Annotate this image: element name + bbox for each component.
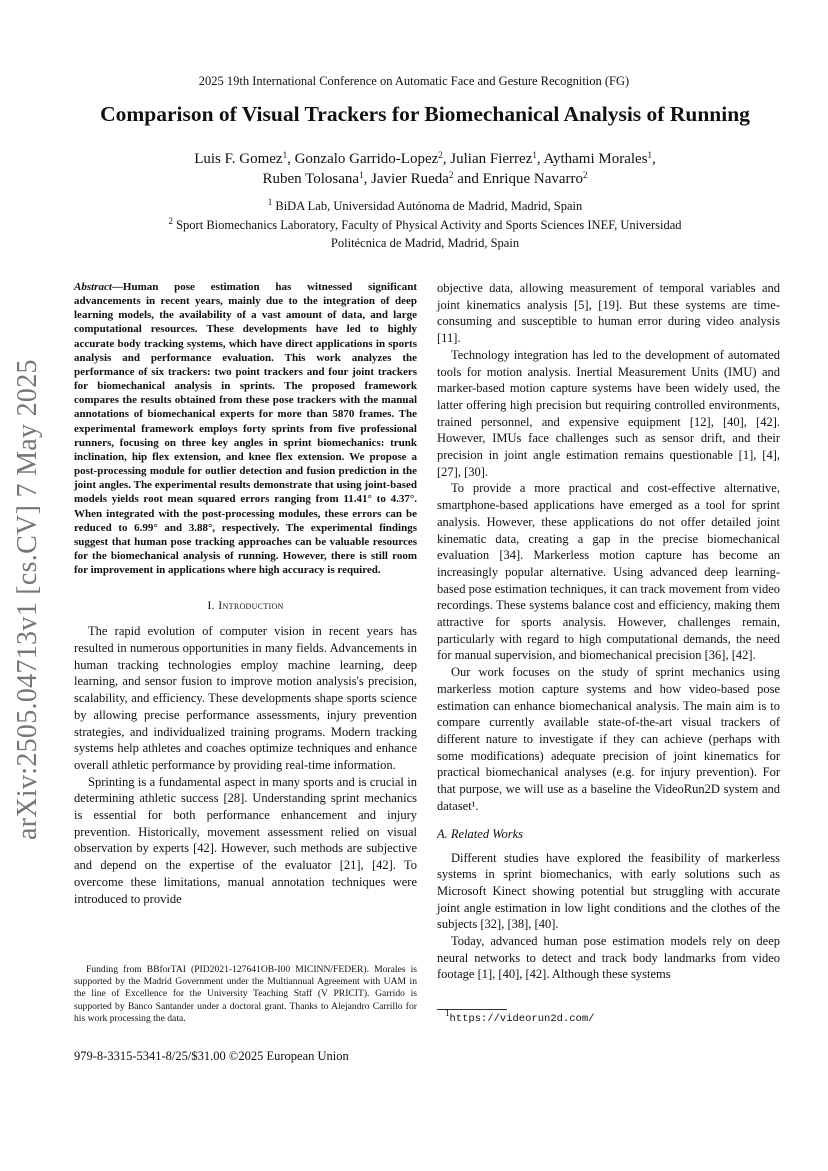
affiliation: $^1$ BiDA Lab, Universidad Autónoma de Madrid, Madrid, Spain — [267, 197, 583, 213]
paper-title: Comparison of Visual Trackers for Biomechanical Analysis of Running — [100, 102, 750, 126]
author: Gonzalo Garrido-Lopez$^2$, — [294, 150, 451, 167]
funding-footnote: Funding from BBforTAI (PID2021-127641OB-I00 MICINN/FEDER). Morales is supported by the Madrid Government under the Multiannual Agreement with UAM in the line of Excellence for the University Teaching Staff (V PRICIT). Garrido is supported by Banco Santander under a doctoral grant. Thanks to Alejandro Carrillo for his work processing the data. — [74, 964, 417, 1024]
paragraph: objective data, allowing measurement of temporal variables and joint kinematics analysis [5], [19]. But these systems are time-consuming and susceptible to human error during video analysis [11]. — [437, 281, 780, 346]
subsection-heading: A. Related Works — [437, 826, 523, 841]
author: Ruben Tolosana$^1$, — [262, 170, 372, 187]
right-column — [437, 280, 780, 983]
author-list — [60, 149, 790, 189]
paragraph: Different studies have explored the feasibility of markerless systems in sprint biomechanics, with early solutions such as Microsoft Kinect showing potential but struggling with accurate joint angle estimation in low light conditions and the clothes of the subjects [32], [38], [40]. — [437, 850, 780, 932]
paragraph: Today, advanced human pose estimation models rely on deep neural networks to detect and track body landmarks from video footage [1], [40], [42]. Although these systems — [437, 934, 780, 982]
arxiv-stamp: arXiv:2505.04713v1 [cs.CV] 7 May 2025 — [12, 359, 43, 840]
author: Enrique Navarro$^2$ — [482, 170, 588, 187]
affiliation: Politécnica de Madrid, Madrid, Spain — [330, 236, 520, 250]
footnote-link[interactable]: https://videorun2d.com/ — [449, 1013, 595, 1025]
affiliation: $^2$ Sport Biomechanics Laboratory, Faculty of Physical Activity and Sports Sciences INEF, Universidad — [168, 215, 682, 232]
affiliations — [100, 197, 750, 253]
abstract: Abstract—Human pose estimation has witnessed significant advancements in recent years, mainly due to the integration of deep learning models, the availability of a vast amount of data, and large computational resources. These developments have led to highly accurate body tracking systems, which have direct applications in sports analysis and performance evaluation. This work analyzes the performance of six trackers: two point trackers and four joint trackers for biomechanical analysis in sprints. The proposed framework compares the results obtained from these pose trackers with the manual annotations of biomechanical experts for more than 5870 frames. The experimental framework employs forty sprints from five professional runners, focusing on three key angles in sprint biomechanics: trunk inclination, hip flex extension, and knee flex extension. We propose a post-processing module for outlier detection and fusion prediction in the joint angles. The experimental results demonstrate that using joint-based models yields root mean squared errors ranging from 11.41° to 4.37°. When integrated with the post-processing modules, these errors can be reduced to 6.99° and 3.88°, respectively. The experimental findings suggest that human pose tracking approaches can be valuable resources for the biomechanical analysis of running. However, there is still room for improvement in applications where high accuracy is required. — [74, 281, 417, 577]
paragraph: To provide a more practical and cost-effective alternative, smartphone-based applications have emerged as a tool for sprint analysis. However, these applications do not offer detailed joint kinematic data, creating a gap in the precise biomechanical evaluation [34]. Markerless motion capture has become an increasingly popular alternative. Using advanced deep learning-based pose estimation techniques, it can track movement from video recordings. These systems balance cost and efficiency, making them attractive for sports analysis. However, challenges remain, particularly with regard to high computational demands, the need for manual supervision, and biomechanical precision [36], [42]. — [437, 481, 780, 663]
conference-header: 2025 19th International Conference on Automatic Face and Gesture Recognition (FG) — [198, 74, 630, 88]
paragraph: The rapid evolution of computer vision in recent years has resulted in numerous opportunities in many fields. Advancements in human tracking technologies employ machine learning, deep learning, and sensor fusion to improve motion analysis's precision, scalability, and efficiency. These developments shape sports science by allowing precise performance assessments, injury prevention strategies, and individualized training programs. Modern tracking systems help athletes and coaches optimize techniques and enhance overall athletic performance by providing real-time information. — [74, 624, 417, 772]
author: Javier Rueda$^2$ and — [371, 170, 483, 187]
paragraph: Sprinting is a fundamental aspect in many sports and is crucial in determining athletic success [28]. Understanding sprint mechanics is essential for both performance enhancement and injury prevention. Historically, movement assessment relied on visual observation by experts [42]. However, such methods are subjective and depend on the expertise of the evaluator [21], [42]. To overcome these limitations, manual annotation techniques were introduced to provide — [74, 774, 417, 906]
section-heading: I. Introduction — [207, 598, 284, 613]
url-footnote: $^1$https://videorun2d.com/ — [445, 1008, 595, 1025]
copyright-line: 979-8-3315-5341-8/25/$31.00 ©2025 European Union — [74, 1049, 349, 1063]
paragraph: Our work focuses on the study of sprint mechanics using markerless motion capture systems and how video-based pose estimation can enhance biomechanical analysis. The main aim is to compare currently available state-of-the-art visual trackers of different nature to investigate if they can achieve (perhaps with some modifications) adequate precision of joint kinematics for practical biomechanical analyses (e.g. for injury prevention). For that purpose, we will use as a baseline the VideoRun2D system and dataset¹. — [437, 665, 780, 813]
author: Aythami Morales$^1$, — [543, 150, 656, 167]
author: Luis F. Gomez$^1$, — [194, 150, 295, 167]
author: Julian Fierrez$^1$, — [450, 150, 544, 167]
left-column — [74, 280, 417, 907]
paragraph: Technology integration has led to the development of automated tools for motion analysis. Inertial Measurement Units (IMU) and marker-based motion capture systems have been widely used, the latter offering high precision but requiring controlled environments, trained personnel, and expensive equipment [12], [40], [42]. However, IMUs face challenges such as sensor drift, and their precision in joint angle estimation remains questionable [1], [4], [27], [30]. — [437, 347, 780, 479]
